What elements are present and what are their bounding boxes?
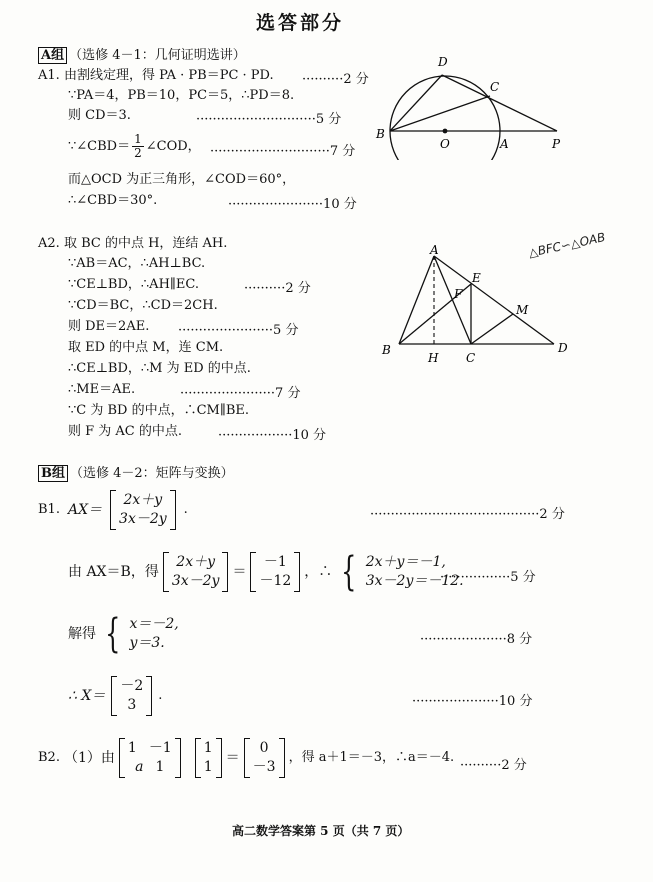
a2-line-9: ∵C 为 BD 的中点，∴CM∥BE.	[68, 403, 250, 418]
matrix-cell: 3x－2y	[171, 573, 220, 589]
label-h: H	[428, 351, 439, 365]
b1-line-1: B1. AX＝ 2x＋y 3x－2y .	[38, 490, 188, 530]
b1-score-3: ·····················8 分	[420, 632, 533, 647]
a1-line-1	[38, 68, 274, 84]
label-p: P	[552, 137, 561, 151]
label-c: C	[466, 351, 476, 365]
b1-label: B1.	[38, 502, 60, 517]
b1-score-4: ·····················10 分	[412, 694, 533, 709]
brace-icon: {	[341, 549, 357, 595]
label-o: O	[440, 137, 450, 151]
b1-solve: 解得	[68, 626, 96, 642]
a2-text-1: 取 BC 的中点 H，连结 AH.	[63, 236, 228, 251]
handwritten-note: △BFC∽△OAB	[527, 230, 607, 260]
a2-line-6: 取 ED 的中点 M，连 CM.	[68, 340, 224, 355]
matrix-vector	[195, 738, 222, 778]
matrix-cell: 1	[155, 759, 165, 775]
b1-from: 由 AX＝B，得	[68, 564, 159, 580]
group-b-heading	[38, 462, 234, 481]
label-e: E	[472, 271, 481, 285]
matrix-b	[250, 552, 300, 592]
matrix-m	[119, 738, 181, 778]
matrix-cell: 2x＋y	[176, 554, 215, 570]
matrix-cell: －1	[148, 740, 172, 756]
a2-line-8: ∴ME＝AE.	[68, 382, 136, 397]
matrix-x	[111, 676, 152, 716]
a1-label: A1.	[38, 68, 60, 83]
group-a-title: （选修 4－1：几何证明选讲）	[69, 48, 246, 63]
a2-line-1	[38, 236, 227, 252]
group-a-heading	[38, 44, 246, 63]
label-f: F	[454, 287, 463, 301]
a1-text-4-post: ∠COD，	[145, 139, 201, 154]
a1-line-6: ∴∠CBD＝30°.	[68, 193, 158, 208]
label-a: A	[430, 244, 439, 257]
a1-line-2: ∵PA＝4，PB＝10，PC＝5，∴PD＝8.	[68, 88, 295, 103]
matrix-row	[128, 758, 172, 777]
b1-score-1: ·········································2 分	[370, 507, 565, 522]
a2-score-3: ··········2 分	[244, 281, 311, 296]
page-title: 选答部分	[256, 12, 345, 34]
line-cm	[471, 314, 513, 344]
line-bc	[390, 96, 490, 131]
equation: x＝－2,	[129, 616, 179, 632]
a2-label: A2.	[38, 236, 60, 251]
matrix-cell: 2x＋y	[123, 492, 163, 508]
matrix-cell: －1	[263, 554, 287, 570]
b1-x-eq: ∴ X＝	[68, 688, 106, 704]
matrix-cell: 3	[127, 697, 137, 713]
label-c: C	[490, 80, 500, 94]
matrix-ax	[110, 490, 176, 530]
brace-icon: {	[105, 611, 121, 657]
figure-triangles	[376, 244, 576, 368]
a1-score-3: ·····························5 分	[196, 112, 342, 127]
matrix-row	[128, 739, 172, 758]
b2-score: ··········2 分	[460, 758, 527, 773]
a2-line-4: ∵CD＝BC，∴CD＝2CH.	[68, 298, 218, 313]
equation: y＝3.	[129, 635, 165, 651]
page-footer: 高二数学答案第 5 页（共 7 页）	[232, 824, 410, 838]
matrix-lhs	[163, 552, 229, 592]
a1-score-4: ·····························7 分	[210, 144, 356, 159]
label-d: D	[558, 341, 568, 355]
a2-score-8: ·······················7 分	[180, 386, 301, 401]
b2-label: B2.	[38, 750, 60, 765]
therefore-text: ，∴	[304, 564, 333, 580]
b1-line-2	[68, 549, 464, 595]
label-d: D	[438, 55, 448, 69]
matrix-cell: －2	[120, 678, 144, 694]
a2-line-3: ∵CE⊥BD，∴AH∥EC.	[68, 277, 200, 292]
center-point	[443, 129, 448, 134]
group-b-title: （选修 4－2：矩阵与变换）	[70, 466, 234, 481]
a1-score-6: ·······················10 分	[228, 197, 357, 212]
equals-sign: ＝	[232, 564, 247, 580]
matrix-cell: －3	[252, 759, 276, 775]
figure-circle-secant	[372, 50, 572, 160]
equation-system-2	[129, 615, 178, 653]
label-b: B	[376, 127, 385, 141]
a2-line-7: ∴CE⊥BD，∴M 为 ED 的中点.	[68, 361, 251, 376]
b1-ax: AX＝	[67, 502, 103, 518]
matrix-cell: 1	[203, 759, 213, 775]
a1-text-4-pre: ∵∠CBD＝	[68, 139, 131, 154]
a2-line-10: 则 F 为 AC 的中点.	[68, 424, 183, 439]
label-a: A	[500, 137, 509, 151]
group-b-tag: B组	[38, 465, 68, 482]
label-m: M	[516, 303, 529, 317]
b2-result: ，得 a＋1＝－3，∴a＝－4.	[288, 750, 455, 765]
fraction-denominator: 2	[134, 146, 142, 160]
a2-score-5: ·······················5 分	[178, 323, 299, 338]
matrix-result	[244, 738, 285, 778]
a1-line-5: 而△OCD 为正三角形，∠COD＝60°，	[68, 172, 296, 187]
b2-line-1: B2. （1）由 1 －1 a 1 1 1 ＝ 0 －3 ，得 a＋1＝－3，∴a＝－4.	[38, 738, 454, 778]
matrix-cell: 1	[127, 740, 137, 756]
fraction-numerator: 1	[134, 132, 142, 146]
a2-line-2: ∵AB＝AC，∴AH⊥BC.	[68, 256, 206, 271]
matrix-cell: a	[135, 759, 144, 775]
matrix-cell: 1	[203, 740, 213, 756]
b2-part: （1）由	[63, 750, 115, 766]
b1-score-2: ·················5 分	[440, 570, 536, 585]
a1-score-1: ··········2 分	[302, 72, 369, 87]
a2-score-10: ··················10 分	[218, 428, 327, 443]
matrix-cell: 0	[259, 740, 269, 756]
matrix-cell: 3x－2y	[119, 511, 167, 527]
matrix-cell: －12	[259, 573, 292, 589]
equation: 2x＋y＝－1,	[365, 554, 446, 570]
a1-text-1: 由割线定理，得 PA · PB＝PC · PD.	[63, 68, 274, 83]
label-b: B	[382, 343, 391, 357]
fraction-half	[132, 133, 144, 160]
a1-line-4	[68, 133, 201, 160]
equation: 3x－2y＝－12.	[365, 573, 464, 589]
b1-line-4: ∴ X＝ －2 3 .	[68, 676, 162, 716]
b1-line-3	[68, 611, 179, 657]
group-a-tag: A组	[38, 47, 67, 64]
line-ab	[399, 256, 434, 344]
a1-line-3: 则 CD＝3.	[68, 108, 131, 123]
a2-line-5: 则 DE＝2AE.	[68, 319, 150, 334]
